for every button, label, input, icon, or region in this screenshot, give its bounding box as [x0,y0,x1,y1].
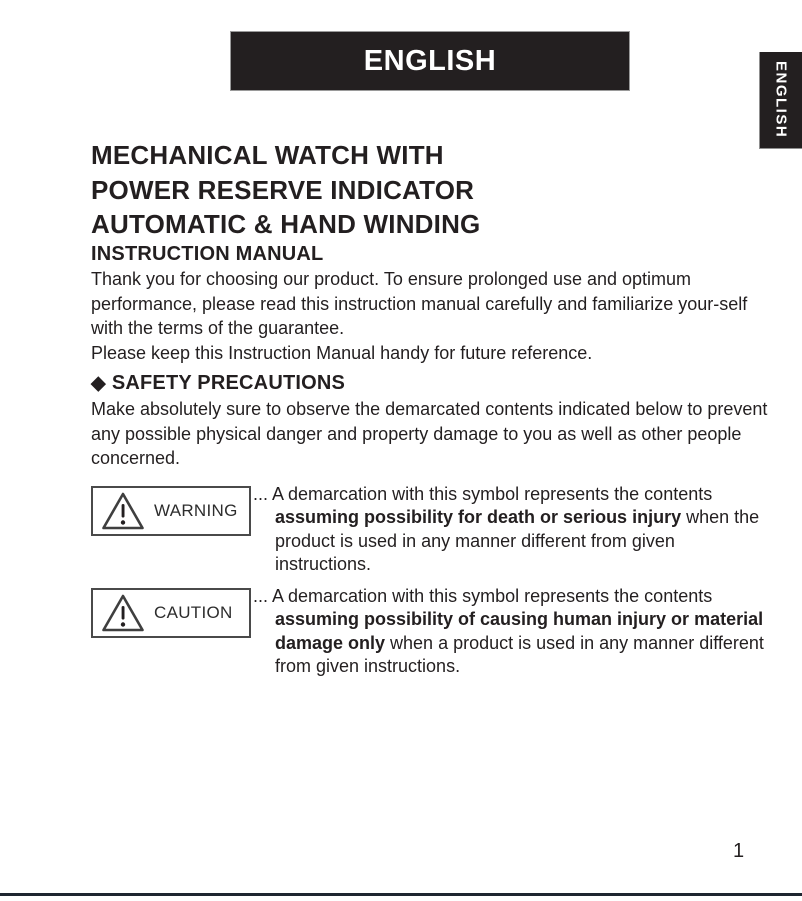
warning-box [91,486,251,536]
warning-description-bold: assuming possibility for death or serious injury [275,507,682,528]
page-number: 1 [733,840,745,862]
caution-description-bold: assuming possibility of causing human injury or material damage only [275,609,764,653]
safety-precautions-heading [91,372,345,395]
warning-description-rest: when the product is used in any manner different from given instructions. [275,507,760,574]
caution-row [91,588,768,678]
caution-box-label: CAUTION [154,603,233,622]
diamond-bullet-icon: ◆ [91,373,106,394]
warning-description [253,483,768,576]
intro-keep-handy-text: Please keep this Instruction Manual handy for future reference. [91,342,593,363]
caution-description-lead: ... A demarcation with this symbol represents the contents [253,586,713,606]
warning-description-lead: ... A demarcation with this symbol represents the contents [253,484,713,504]
caution-box [91,588,251,638]
warning-triangle-icon [100,491,146,531]
safety-precautions-body: Make absolutely sure to observe the demarcated contents indicated below to prevent any possible physical danger and property damage to you as well as other people concerned. [91,399,768,468]
language-side-tab-label: ENGLISH [772,61,790,139]
language-side-tab [759,52,802,149]
warning-box-label: WARNING [154,501,238,520]
intro-paragraph-text: Thank you for choosing our product. To ensure prolonged use and optimum performance, please read this instruction manual carefully and familiarize your-self with the terms of the guarantee. [91,269,748,338]
warning-row [91,486,768,576]
language-banner [230,31,630,91]
document-title [91,138,480,242]
language-banner-label: ENGLISH [363,44,497,77]
document-title-line-1: MECHANICAL WATCH WITH [91,140,444,170]
caution-triangle-icon [100,593,146,633]
caution-description [253,585,768,678]
document-title-line-3: AUTOMATIC & HAND WINDING [91,209,481,239]
intro-paragraph [91,267,771,365]
instruction-manual-heading: INSTRUCTION MANUAL [91,243,324,265]
bottom-rule [0,893,802,896]
caution-description-rest: when a product is used in any manner different from given instructions. [275,632,764,676]
document-title-line-2: POWER RESERVE INDICATOR [91,174,475,205]
safety-precautions-heading-label: SAFETY PRECAUTIONS [111,372,346,394]
